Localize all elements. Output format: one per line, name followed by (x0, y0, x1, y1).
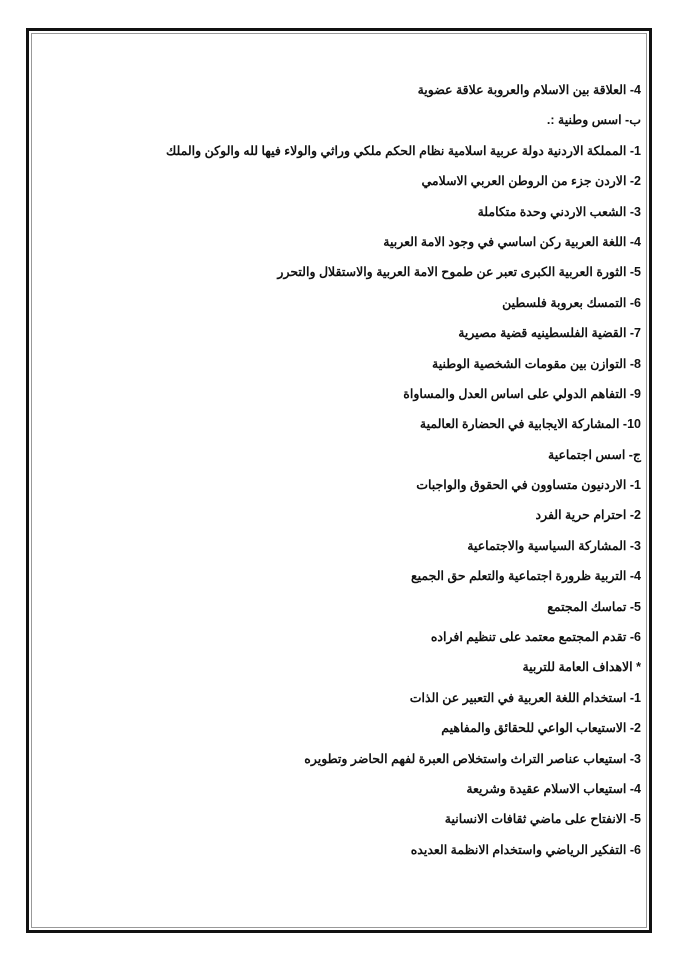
text-line: 10- المشاركة الايجابية في الحضارة العالمية (419, 417, 641, 432)
text-line: 3- المشاركة السياسية والاجتماعية (467, 538, 641, 553)
text-line: 7- القضية الفلسطينيه قضية مصيرية (458, 326, 641, 341)
text-line: 4- اللغة العربية ركن اساسي في وجود الامة العربية (383, 234, 641, 249)
text-line: 2- الاستيعاب الواعي للحقائق والمفاهيم (441, 721, 641, 736)
text-line: 8- التوازن بين مقومات الشخصية الوطنية (432, 356, 641, 371)
text-line: 5- تماسك المجتمع (547, 599, 641, 614)
text-line: 3- الشعب الاردني وحدة متكاملة (477, 204, 641, 219)
text-line: 5- الثورة العربية الكبرى تعبر عن طموح الامة العربية والاستقلال والتحرر (277, 265, 641, 280)
text-line: 1- المملكة الاردنية دولة عربية اسلامية نظام الحكم ملكي وراثي والولاء فيها لله والوكن والملك (165, 143, 641, 158)
text-line: 5- الانفتاح على ماضي ثقافات الانسانية (444, 812, 641, 827)
text-line: 4- استيعاب الاسلام عقيدة وشريعة (466, 781, 641, 796)
text-line: 6- التمسك بعروبة فلسطين (502, 295, 641, 310)
text-line: 3- استيعاب عناصر التراث واستخلاص العبرة لفهم الحاضر وتطويره (304, 751, 641, 766)
text-line: 4- العلاقة بين الاسلام والعروبة علاقة عضوية (417, 83, 641, 97)
text-line: ب- اسس وطنية :. (546, 113, 641, 128)
text-line: 9- التفاهم الدولي على اساس العدل والمساواة (403, 386, 641, 401)
text-line: 2- احترام حرية الفرد (535, 508, 641, 523)
text-line: * الاهداف العامة للتربية (522, 660, 641, 675)
text-line: 1- الاردنيون متساوون في الحقوق والواجبات (416, 478, 641, 493)
text-line: 6- التفكير الرياضي واستخدام الانظمة العديده (410, 842, 641, 857)
text-line: 6- تقدم المجتمع معتمد على تنظيم افراده (430, 630, 641, 645)
text-line: 2- الاردن جزء من الروطن العربي الاسلامي (421, 174, 641, 189)
text-line: 4- التربية ظرورة اجتماعية والتعلم حق الجميع (411, 569, 641, 584)
text-line: ج- اسس اجتماعية (548, 447, 641, 462)
text-line: 1- استخدام اللغة العربية في التعبير عن الذات (409, 690, 641, 705)
document-text (81, 80, 641, 870)
